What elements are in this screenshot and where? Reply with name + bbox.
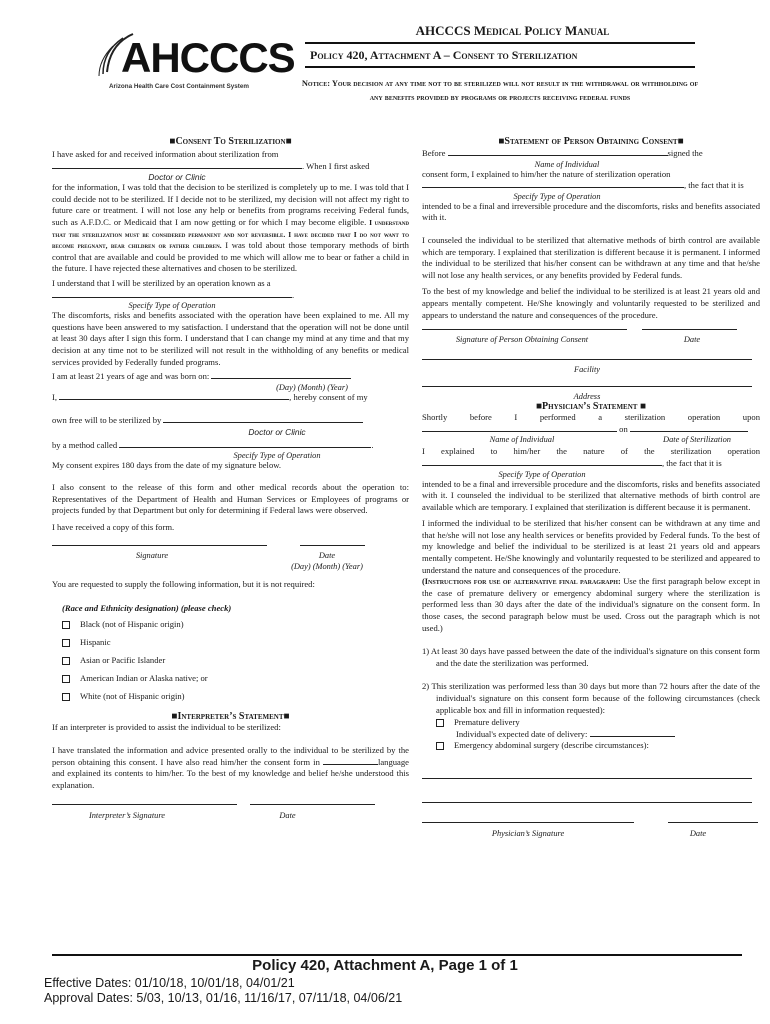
p7-text: own free will to be sterilized by [52, 415, 162, 426]
ster-date-field[interactable] [630, 431, 748, 432]
race-checkbox[interactable] [62, 693, 70, 701]
dmy-label: (Day) (Month) (Year) [276, 382, 348, 392]
phys-name-line [422, 424, 760, 436]
op-field-r[interactable] [422, 187, 684, 188]
consent-p10: I also consent to the release of this form and other medical records about the operation to: Representatives of the Department of Health and Human Services or Employees of programs or projects funded by that Department but only for determining if Federal laws were observed. [52, 482, 409, 516]
left-column [52, 136, 409, 822]
premature-label: Premature delivery [454, 717, 520, 728]
p1-text-b: . When I first asked [302, 160, 370, 171]
header-rule [305, 42, 695, 44]
birthdate-field[interactable] [211, 378, 351, 379]
interp-date-field[interactable] [250, 804, 375, 805]
delivery-date-label: Individual's expected date of delivery: [456, 728, 588, 739]
emergency-checkbox[interactable] [436, 742, 444, 750]
p6-text-b: , hereby consent of my [289, 391, 368, 402]
interpreter-heading-text: Interpreter’s Statement [177, 710, 284, 722]
race-checkbox[interactable] [62, 639, 70, 647]
interp-signature-label: Interpreter’s Signature [88, 810, 166, 820]
phys-date-field[interactable] [668, 822, 758, 823]
phys-individual-field[interactable] [422, 431, 617, 432]
physician-heading-text: Physician’s Statement [542, 401, 638, 413]
consent-p9: My consent expires 180 days from the date of my signature below. [52, 460, 282, 471]
interp-p2-b: language and explained its contents to him/her. To the best of my knowledge and belief he/she understood this explanation. [52, 756, 409, 790]
alt-paragraph-2: 2) This sterilization was performed less than 30 days but more than 72 hours after the date of the individual's signature on this consent form because of the following circumstances (check applicable box and fill in information requested): [422, 681, 760, 715]
emergency-label: Emergency abdominal surgery (describe circumstances): [454, 740, 649, 751]
address-label: Address [573, 392, 601, 402]
signature-date-field[interactable] [300, 545, 365, 546]
phys-individual-label: Name of Individual [489, 435, 555, 445]
obtaining-p1 [422, 148, 760, 160]
signature-field[interactable] [52, 545, 267, 546]
instructions-text: Use the first paragraph below except in the case of premature delivery or emergency abdominal surgery where the sterilization is performed less than 30 days after the date of the individual's signature on the consent form. In those cases, the second paragraph below must be used. Cross out the paragraph which is not used.) [422, 576, 761, 633]
obtaining-p1-a: Before [422, 148, 446, 158]
ster-date-label: Date of Sterilization [663, 435, 731, 445]
consent-p12: You are requested to supply the following information, but it is not required: [52, 579, 315, 590]
phys-signature-label: Physician’s Signature [491, 828, 565, 838]
instructions-caps: (Instructions for use of alternative final paragraph: [422, 577, 621, 587]
op-label-r: Specify Type of Operation [513, 191, 601, 201]
phys-op-line [422, 458, 760, 470]
phys-p3: intended to be a final and irreversible procedure and the discomforts, risks and benefits associated with it. I counseled the individual to be sterilized that alternative methods of birth control are available which are temporary. I explained that sterilization is different because it is permanent. [422, 478, 760, 512]
race-checkbox[interactable] [62, 621, 70, 629]
p8-text: by a method called [52, 439, 118, 450]
race-label: White (not of Hispanic origin) [80, 690, 185, 701]
right-column [422, 136, 760, 840]
race-option[interactable] [62, 687, 409, 705]
operation-field[interactable] [52, 297, 292, 298]
phys-p1: Shortly before I performed a sterilization operation upon [422, 412, 760, 423]
phys-on: on [619, 423, 628, 434]
consent-p8: by a method called . [52, 439, 374, 450]
consent-p4: The discomforts, risks and benefits associated with the operation have been explained to me. All my questions have been answered to my satisfaction. I understand that the operation will not be done until at least 30 days after I sign this form. I understand that I can change my mind at any time and that my decision at any time not to be sterilized will not result in the withholding of any benefits or medical services provided by Federally funded programs. [52, 310, 409, 367]
address-field[interactable] [422, 386, 752, 387]
header-rule-2 [305, 66, 695, 68]
emergency-option[interactable] [422, 740, 760, 752]
p2-end: I was told about those temporary methods of birth control that are available and could be provided to me which will allow me to bear or father a child in the future. I have rejected these alternatives and chosen to be sterilized. [52, 240, 409, 274]
race-checkbox[interactable] [62, 675, 70, 683]
obtaining-signature-field[interactable] [422, 329, 627, 330]
footer-rule [52, 954, 742, 956]
interp-p2 [52, 745, 409, 791]
phys-date-label: Date [689, 828, 707, 838]
footer-page: Policy 420, Attachment A, Page 1 of 1 [252, 957, 518, 974]
consent-p7 [52, 415, 409, 427]
phys-p2-b: , the fact that it is [662, 457, 722, 468]
p3-text: I understand that I will be sterilized by an operation known as a [52, 277, 271, 288]
obtaining-date-field[interactable] [642, 329, 737, 330]
delivery-date-field[interactable] [590, 736, 675, 737]
ahcccs-logo [95, 22, 295, 100]
interp-p2-a: I have translated the information and advice presented orally to the individual to be sterilized by the person obtaining this consent. I have also read him/her the consent form in [52, 745, 409, 767]
obtaining-signature-label: Signature of Person Obtaining Consent [455, 335, 589, 345]
obtaining-p2-text: consent form, I explained to him/her the nature of sterilization operation [422, 168, 671, 179]
phys-op-field[interactable] [422, 465, 662, 466]
circumstances-line-1[interactable] [422, 778, 752, 779]
obtaining-p2 [422, 169, 760, 192]
interp-signature-block [52, 800, 409, 822]
interp-signature-field[interactable] [52, 804, 237, 805]
effective-dates: Effective Dates: 01/10/18, 10/01/18, 04/01/21 [44, 976, 295, 990]
obtaining-heading: ■Statement of Person Obtaining Consent■ [498, 136, 684, 147]
phys-p2: I explained to him/her the nature of the sterilization operation [422, 446, 760, 457]
method-field[interactable] [119, 447, 371, 448]
phys-signature-block [422, 818, 760, 840]
premature-option[interactable] [422, 717, 760, 729]
interpreter-heading: ■Interpreter’s Statement■ [171, 710, 290, 722]
signature-label: Signature [135, 551, 169, 561]
phys-p4: I informed the individual to be sterilized that his/her consent can be withdrawn at any time and that he/she will not lose any health services or benefits provided by Federal funds. To the best of my knowledge and belief the individual to be sterilized is at least 21 years old and appears mentally competent. He/She knowingly and voluntarily requested to be sterilized and appeared to understand the nature and consequences of the procedure. [422, 518, 760, 575]
consent-p1 [52, 149, 409, 172]
obtaining-heading-text: Statement of Person Obtaining Consent [504, 136, 678, 147]
individual-field[interactable] [448, 155, 668, 156]
phys-signature-field[interactable] [422, 822, 634, 823]
logo-text: AHCCCS [121, 34, 295, 81]
obtaining-p2-b: , the fact that it is [684, 180, 744, 191]
race-checkbox[interactable] [62, 657, 70, 665]
language-field[interactable] [323, 764, 378, 765]
interp-date-label: Date [279, 810, 296, 820]
alt-paragraph-1: 1) At least 30 days have passed between the date of the individual's signature on this consent form and the date the sterilization was performed. [422, 646, 760, 668]
p2-text: for the information, I was told that the decision to be sterilized is completely up to me. I was told that I could decide not to be sterilized. If I decide not to be sterilized, my decision will not affect my right to future care or treatment. I will not lose any help or benefits from programs receiving Federal funds, such as A.F.D.C. or Medicaid that I am now getting or for which I may become eligible. [52, 182, 409, 227]
policy-title: Policy 420, Attachment A – Consent to Sterilization [310, 48, 578, 62]
p6-text: I, [52, 391, 58, 402]
consent-p2 [52, 182, 409, 275]
obtaining-p1-b: signed the [667, 148, 703, 158]
race-label: American Indian or Alaska native; or [80, 672, 208, 683]
signature-block [52, 541, 409, 575]
manual-title: AHCCCS Medical Policy Manual [415, 23, 610, 38]
delivery-date-line [422, 729, 760, 741]
logo-subtitle: Arizona Health Care Cost Containment System [109, 83, 249, 90]
race-option[interactable] [62, 633, 409, 651]
dmy-label-2: (Day) (Month) (Year) [291, 562, 363, 572]
doctor-label: Doctor or Clinic [148, 172, 206, 183]
obtaining-signature-block [422, 325, 760, 347]
phys-op-label: Specify Type of Operation [498, 469, 586, 479]
race-option[interactable] [62, 651, 409, 669]
doctor-field-2[interactable] [163, 422, 363, 423]
facility-field[interactable] [422, 359, 752, 360]
consent-p3: I understand that I will be sterilized by an operation known as a . [52, 277, 295, 300]
phys-labels [422, 435, 760, 446]
race-label: Asian or Pacific Islander [80, 654, 166, 665]
interp-p1: If an interpreter is provided to assist the individual to be sterilized: [52, 721, 281, 732]
date-label: Date [318, 551, 336, 561]
doctor-label-2: Doctor or Clinic [248, 426, 306, 437]
individual-label: Name of Individual [534, 159, 600, 169]
name-field[interactable] [59, 399, 289, 400]
premature-checkbox[interactable] [436, 719, 444, 727]
facility-label: Facility [573, 365, 601, 375]
circumstances-line-2[interactable] [422, 802, 752, 803]
race-list [52, 615, 409, 705]
instructions [422, 576, 760, 634]
p5-text: I am at least 21 years of age and was born on: [52, 371, 210, 382]
race-option[interactable] [62, 615, 409, 633]
obtaining-date-label: Date [683, 335, 701, 345]
consent-p5 [52, 371, 409, 383]
p1-text: I have asked for and received information about sterilization from [52, 149, 279, 159]
race-heading: (Race and Ethnicity designation) (please check) [62, 603, 232, 614]
obtaining-p3: intended to be a final and irreversible procedure and the discomforts, risks and benefits associated with it. [422, 200, 760, 223]
approval-dates: Approval Dates: 5/03, 10/13, 01/16, 11/16/17, 07/11/18, 04/06/21 [44, 991, 403, 1005]
notice: Notice: Your decision at any time not to be sterilized will not result in the withdrawal or withholding of any benefits provided by programs or projects receiving federal funds [301, 79, 699, 102]
obtaining-p5: To the best of my knowledge and belief the individual to be sterilized is at least 21 years old and appears mentally competent. He/She knowingly and voluntarily requested to be sterilized and appears to understand the nature and consequences of the procedure. [422, 286, 760, 320]
operation-label-2: Specify Type of Operation [233, 451, 321, 461]
operation-label: Specify Type of Operation [128, 301, 216, 311]
race-label: Black (not of Hispanic origin) [80, 618, 184, 629]
consent-p6 [52, 392, 409, 404]
obtaining-p4: I counseled the individual to be sterilized that alternative methods of birth control are available which are temporary. I explained that sterilization is different because it is permanent. I informed the individual to be sterilized that his/her consent can be withdrawn at any time and that he/she will not lose any health services, or any benefits provided by Federal funds. [422, 234, 760, 280]
p2-caps: I understand that the sterilization must be considered permanent and not reversible. I have decided that I do not want to become pregnant, bear children or father children. [52, 217, 409, 251]
physician-heading: ■Physician’s Statement ■ [535, 401, 647, 413]
race-option[interactable] [62, 669, 409, 687]
doctor-field[interactable] [52, 168, 302, 169]
consent-p11: I have received a copy of this form. [52, 521, 175, 532]
consent-heading-text: Consent To Sterilization [175, 136, 286, 147]
consent-heading: ■Consent To Sterilization■ [169, 136, 292, 147]
race-label: Hispanic [80, 636, 111, 647]
